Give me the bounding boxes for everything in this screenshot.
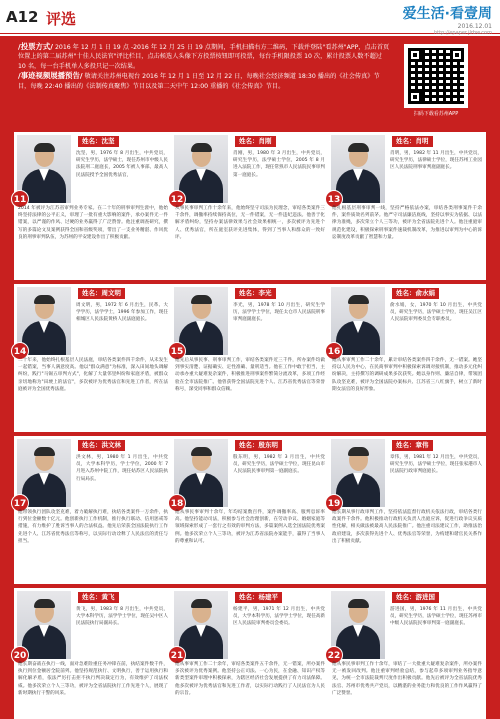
section-title: 评选 [46, 10, 77, 28]
candidate-card[interactable] [171, 284, 329, 432]
issue-date: 2016.12.01 [457, 23, 492, 30]
candidate-bio-detail: 2014 年被评为江苏省审判业务专家。在二十年的刑事审判生涯中，他始终坚持法律的公平正义，审理了一批有重大影响的案件，承办案件无一件错案，以严谨的作风、过硬的业务赢得了广泛赞誉。他注重调查研究，撰写的多篇论文及案例获得全国和省级奖项，带出了一支业务精湛、作风优良的刑事审判队伍，为苏州的平安建设作出了积极贡献。 [18, 206, 168, 240]
intro-block [18, 42, 390, 91]
candidate-card[interactable] [14, 132, 172, 280]
candidate-bio-detail: 他长期奋战在执行一线，面对急难险重任务冲锋在前，执结案件数千件，执行到位金额居全院前列。他坚持规范执行、文明执行，善于运用执行和解化解矛盾，依法严厉打击拒不执行判决裁定行为，有效维护了司法权威。他多次荣立个人三等功，被评为全省法院执行工作先进个人，展现了新时期执行干警的风采。 [18, 662, 168, 696]
candidate-bio-detail: 他长期从事行政审判工作，坚持依法监督行政机关依法行政，审结各类行政案件千余件。他积极推动行政机关负责人出庭应诉，促进行政争议实质性化解，相关做法被最高人民法院推广。他注重司法建议工作，助推法治政府建设，多次获得先进个人、优秀法官等荣誉，为构建和谐官民关系作出了积极贡献。 [332, 510, 482, 544]
qr-corner-icon [450, 48, 464, 62]
candidate-number-badge: 19 [325, 494, 343, 512]
candidate-card[interactable] [328, 588, 486, 719]
portrait-hair [348, 599, 369, 608]
candidate-name: 姓名：殷东明 [235, 440, 282, 451]
candidate-number-badge: 17 [11, 494, 29, 512]
portrait-hair [191, 143, 212, 152]
candidate-bio-summary: 肖明，男，1982 年 11 月出生，中共党员，研究生学历，法律硕士学位，现任苏州工业园区人民法院刑事审判庭副庭长。 [390, 151, 482, 171]
broadcast-text: 敬请关注苏州电视台 2016 年 12 月 1 日至 12 月 22 日，每晚社会经济频道 18:30 播出的《社会传真》节目，每晚 22:40 播出的《法制传真聚焦》节目以及第二天中午 12:00 重播的《社会传真》节目。 [18, 73, 380, 90]
candidate-bio-summary: 章伟，男，1981 年 12 月出生，中共党员，研究生学历，法学硕士学位，现任张家港市人民法院行政审判庭庭长。 [390, 455, 482, 475]
candidate-number-badge: 16 [325, 342, 343, 360]
candidate-card[interactable] [14, 436, 172, 584]
candidate-bio-summary: 游进国，男，1976 年 11 月出生，中共党员，研究生学历，法学硕士学位，现任苏州市中级人民法院民事审判第一庭副庭长。 [390, 607, 482, 627]
candidate-name: 姓名：杨建平 [235, 592, 282, 603]
candidate-name: 姓名：游进国 [392, 592, 439, 603]
candidate-card[interactable] [328, 132, 486, 280]
candidate-number-badge: 13 [325, 190, 343, 208]
candidate-bio-detail: 从事民事审判工作十余年来，他始终坚守司法为民理念，审结各类案件三千余件，调撤率持续保持高位，无一件错案，无一件违纪违法。他善于化解矛盾纠纷，坚持办案法律效果与社会效果相统一，多次被评为先进个人、优秀法官，所在庭室获评先进集体，得到了当事人和群众的一致好评。 [175, 206, 325, 240]
candidate-bio-summary: 黄飞，男，1983 年 8 月出生，中共党员，大学本科学历，法学学士学位，现任吴中区人民法院执行局副局长。 [76, 607, 168, 627]
candidate-bio-summary: 沈坚，男，1976 年 8 月出生，中共党员，研究生学历，法学硕士，现任苏州市中级人民法院刑二庭庭长，2005 年被人事部、最高人民法院授予全国优秀法官， [76, 151, 168, 178]
page-number: A12 [6, 8, 39, 26]
candidate-card[interactable] [14, 588, 172, 719]
portrait-hair [191, 447, 212, 456]
portrait-hair [34, 447, 55, 456]
broadcast-paragraph [18, 71, 390, 91]
portrait-hair [348, 295, 369, 304]
vote-paragraph [18, 42, 390, 71]
candidate-card[interactable] [171, 436, 329, 584]
candidate-bio-summary: 洪文林，男，1980 年 1 月出生，中共党员，大学本科学历，学士学位，2000 年 7 月进入苏州中院工作，现任姑苏区人民法院执行局局长。 [76, 455, 168, 482]
brand-url[interactable]: http://epaper.jlrbw.com [434, 30, 492, 36]
masthead [0, 0, 500, 34]
candidate-bio-detail: 二十年来，他始终扎根基层人民法庭，审结各类案件四千余件，从未发生一起错案，当事人满意度高。他以"群众满意"为标准，深入田间地头调解纠纷，践行"马锡五审判方式"，化解了大量邻里纠纷和家庭矛盾，被群众亲切地称为"田埂上的法官"，多次被评为优秀法官和先进工作者，所在法庭被评为全国优秀法庭。 [18, 358, 168, 392]
candidate-bio-summary: 杨建平，男，1971 年 12 月出生，中共党员，大学本科学历，法学学士学位，现任高新区人民法院审判委员会委员。 [233, 607, 325, 627]
candidate-number-badge: 22 [325, 646, 343, 664]
portrait-hair [191, 599, 212, 608]
candidate-name: 姓名：章伟 [392, 440, 433, 451]
candidate-name: 姓名：肖刚 [235, 136, 276, 147]
vote-text: 2016 年 12 月 1 日 19 点 -2016 年 12 月 25 日 19 点期间，手机扫描右方二维码，下载并登陆"看苏州"APP，点击首页位置上的第二届苏州"十佳人民法官"评比栏目，点击候选人头像下方投票按钮即可投票，每台手机限投票 10 次，累计投票人数不超过 10 名，每一台手机单人多投只记一次结果。 [18, 44, 390, 70]
candidate-bio-detail: 他从事审判工作二十余年，审结各类案件五千余件，无一错案，所办案件多次被评为优秀案例。他坚持公正司法、一心为民，在金融、知识产权等新类型案件审理中积极探索，为辖区经济社会发展提供了有力司法保障。他多次被评为优秀法官和先进工作者，以实际行动践行了人民法官为人民的宗旨。 [175, 662, 325, 696]
candidate-card[interactable] [171, 132, 329, 280]
candidate-card[interactable] [328, 436, 486, 584]
candidate-number-badge: 21 [168, 646, 186, 664]
qr-caption: 扫码下载看苏州APP [413, 111, 459, 117]
candidate-bio-detail: 他先后从事民事、刑事审判工作，审结各类案件近三千件，所办案件均做到事实清楚、证据确实、定性准确、量刑适当。他在工作中敢于担当，主动承办重大疑难复杂案件，积极推进刑事案件繁简分流改革，多项工作经验在全市法院推广。他曾获得全国法院先进个人、江苏省优秀法官等荣誉称号，深受同事和群众信赖。 [175, 358, 325, 392]
candidate-name: 姓名：洪文林 [78, 440, 125, 451]
candidate-bio-detail: 他从事民事审判工作十余年，审结了一大批重大疑难复杂案件，所办案件无一被发回改判。他注重审判经验总结，参与起草多项审判业务指导意见，为统一全市法院裁判尺度作出积极贡献。他先后被评为全省法院优秀法官、苏州市优秀共产党员，以精湛的业务能力和优良的工作作风赢得了广泛赞誉。 [332, 662, 482, 696]
candidate-name: 姓名：沈坚 [78, 136, 119, 147]
candidate-name: 姓名：周文明 [78, 288, 125, 299]
candidate-number-badge: 14 [11, 342, 29, 360]
vote-heading: /投票方式/ [18, 42, 53, 51]
broadcast-heading: /事迹视频展播预告/ [18, 71, 83, 81]
qr-corner-icon [408, 48, 422, 62]
candidate-number-badge: 11 [11, 190, 29, 208]
candidate-number-badge: 12 [168, 190, 186, 208]
candidate-name: 姓名：黄飞 [78, 592, 119, 603]
candidate-card[interactable] [328, 284, 486, 432]
candidate-name: 姓名：俞水娟 [392, 288, 439, 299]
candidate-bio-summary: 肖刚，男，1980 年 3 月出生，中共党员，研究生学历，法学硕士学位，2005 年 8 月进入法院工作，现任常熟市人民法院民事审判第一庭庭长。 [233, 151, 325, 178]
candidate-bio-summary: 俞水娟，女，1970 年 10 月出生，中共党员，研究生学历，法学硕士学位，现任吴江区人民法院审判委员会专职委员。 [390, 303, 482, 323]
candidate-name: 姓名：肖明 [392, 136, 433, 147]
candidate-number-badge: 20 [11, 646, 29, 664]
brand-title: 爱生活·看壹周 [402, 6, 492, 22]
candidate-bio-detail: 他带领执行团队攻坚克难，着力破解执行难，执结各类案件一万余件，执行到位金额数十亿元。他创新执行工作机制，推行执行联动、信用惩戒等措施，有力维护了胜诉当事人的合法权益。他先后荣获全国法院执行工作先进个人、江苏省优秀法官等称号，以实际行动诠释了人民法官的责任与担当。 [18, 510, 168, 544]
qr-pattern [408, 48, 464, 104]
candidate-bio-summary: 李光，男，1978 年 10 月出生，研究生学历，法学学士学位，现任太仓市人民法院刑事审判庭副庭长。 [233, 303, 325, 323]
portrait-hair [34, 599, 55, 608]
qr-code[interactable] [404, 44, 468, 108]
candidate-card[interactable] [14, 284, 172, 432]
candidate-number-badge: 18 [168, 494, 186, 512]
candidate-bio-detail: 她从事审判工作二十余年，累计审结各类案件四千余件，无一错案。她坚持以人民为中心，在民商事审判中积极探索诉调对接机制，推动多元化纠纷解决，主持撰写的调研成果多次获奖。她以身作则、廉洁自律，带领团队攻坚克难，被评为全国法院办案标兵、江苏省三八红旗手，树立了新时期女法官的良好形象。 [332, 358, 482, 392]
candidate-number-badge: 15 [168, 342, 186, 360]
candidate-bio-summary: 殷东明，男，1982 年 3 月出生，中共党员，研究生学历，法学硕士学位，现任昆山市人民法院民事审判第一庭副庭长。 [233, 455, 325, 475]
brand-block [403, 3, 492, 36]
candidate-bio-detail: 他从事民事审判十余年，年均结案数百件，案件调撤率高、服判息诉率高。他坚持能动司法，积极参与社会治理创新，在劳动争议、婚姻家庭等领域探索形成了一套行之有效的审判方法，多篇案例入选全国法院优秀案例。他多次荣立个人三等功，被评为江苏省法院办案能手，赢得了当事人的尊重和认可。 [175, 510, 325, 544]
portrait-hair [348, 143, 369, 152]
candidate-name: 姓名：李光 [235, 288, 276, 299]
portrait-hair [34, 143, 55, 152]
candidate-bio-summary: 周文明，男，1972 年 6 月出生，民革、大学学历，法学学士，1996 年参加工作，现任相城区人民法院黄桥人民法庭庭长。 [76, 303, 168, 323]
candidate-bio-detail: 他扎根基层刑事审判一线，坚持严格依法办案，审结各类刑事案件千余件，案件质效名列前茅。他严守司法廉洁底线，坚持以事实为依据、以法律为准绳，多次荣立个人三等功，被评为全省法院先进个人。他注重庭审规范化建设，积极探索刑事案件速裁机制改革，为推进以审判为中心的诉讼制度改革贡献了智慧和力量。 [332, 206, 482, 240]
portrait-hair [348, 447, 369, 456]
qr-corner-icon [408, 90, 422, 104]
portrait-hair [191, 295, 212, 304]
candidate-card[interactable] [171, 588, 329, 719]
portrait-hair [34, 295, 55, 304]
